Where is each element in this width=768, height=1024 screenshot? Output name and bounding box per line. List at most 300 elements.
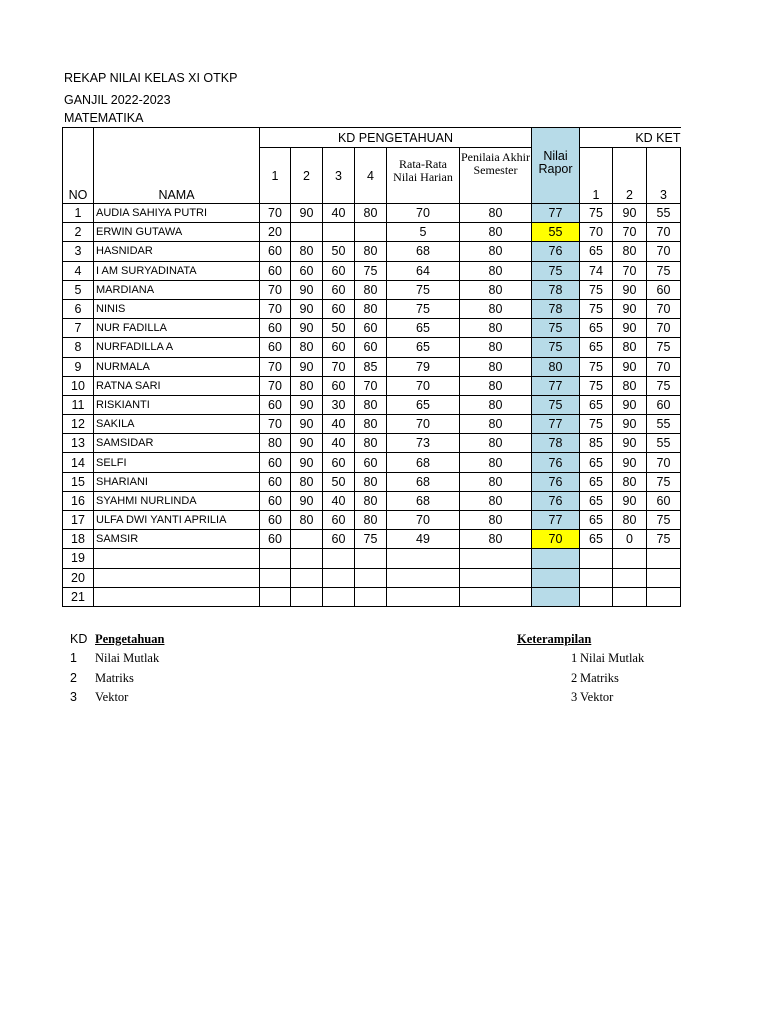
table-row — [63, 395, 681, 414]
ket2-score — [613, 568, 647, 587]
ket2-score: 90 — [613, 434, 647, 453]
grade-table — [62, 127, 681, 607]
kd3-score: 60 — [323, 299, 355, 318]
ket2-score: 90 — [613, 415, 647, 434]
kd2-score: 90 — [291, 280, 323, 299]
kd4-score: 70 — [355, 376, 387, 395]
ket1-score: 75 — [580, 204, 613, 223]
kd1-score: 80 — [260, 434, 291, 453]
legend-item-label: Vektor — [95, 690, 129, 704]
kd3-score: 60 — [323, 530, 355, 549]
ket2-score: 80 — [613, 338, 647, 357]
rata-rata-score — [387, 549, 460, 568]
ket-1-header: 1 — [580, 148, 613, 204]
ket2-score: 70 — [613, 261, 647, 280]
legend-item — [571, 649, 644, 669]
ket2-score: 90 — [613, 204, 647, 223]
pas-score: 80 — [460, 530, 532, 549]
student-name: AUDIA SAHIYA PUTRI — [94, 204, 260, 223]
ket2-score: 90 — [613, 453, 647, 472]
ket2-score: 80 — [613, 511, 647, 530]
kd1-score: 70 — [260, 280, 291, 299]
kd2-score: 80 — [291, 511, 323, 530]
nama-header: NAMA — [94, 128, 260, 204]
kd2-score: 90 — [291, 204, 323, 223]
kd-2-header: 2 — [291, 148, 323, 204]
kd3-score: 60 — [323, 338, 355, 357]
row-no: 7 — [63, 319, 94, 338]
student-name: NUR FADILLA — [94, 319, 260, 338]
kd1-score — [260, 587, 291, 606]
keterampilan-title: Keterampilan — [517, 632, 592, 646]
pas-score: 80 — [460, 242, 532, 261]
pas-score: 80 — [460, 338, 532, 357]
row-no: 2 — [63, 223, 94, 242]
ket3-score: 70 — [647, 357, 681, 376]
kd2-score: 90 — [291, 357, 323, 376]
pas-score: 80 — [460, 376, 532, 395]
ket3-score: 70 — [647, 319, 681, 338]
kd3-score: 60 — [323, 280, 355, 299]
row-no: 17 — [63, 511, 94, 530]
pas-score: 80 — [460, 261, 532, 280]
ket1-score: 65 — [580, 491, 613, 510]
ket2-score: 90 — [613, 491, 647, 510]
nilai-rapor-score — [532, 568, 580, 587]
rata-rata-score: 65 — [387, 319, 460, 338]
ket3-score: 55 — [647, 415, 681, 434]
subject-label: MATEMATIKA — [64, 111, 144, 125]
nilai-rapor-score: 76 — [532, 491, 580, 510]
rata-rata-score: 65 — [387, 395, 460, 414]
ket3-score: 60 — [647, 491, 681, 510]
ket1-score: 85 — [580, 434, 613, 453]
row-no: 16 — [63, 491, 94, 510]
ket1-score: 65 — [580, 472, 613, 491]
ket3-score: 70 — [647, 453, 681, 472]
nilai-rapor-score: 75 — [532, 338, 580, 357]
nilai-rapor-score: 76 — [532, 242, 580, 261]
kd1-score: 60 — [260, 453, 291, 472]
kd3-score: 70 — [323, 357, 355, 376]
ket1-score: 75 — [580, 376, 613, 395]
ket2-score: 80 — [613, 242, 647, 261]
kd1-score: 60 — [260, 261, 291, 280]
kd2-score: 90 — [291, 434, 323, 453]
ket2-score: 90 — [613, 357, 647, 376]
semester-label: GANJIL 2022-2023 — [64, 93, 171, 107]
ket1-score: 65 — [580, 395, 613, 414]
pas-score — [460, 587, 532, 606]
kd1-score: 70 — [260, 357, 291, 376]
row-no: 6 — [63, 299, 94, 318]
legend-item — [70, 649, 159, 669]
kd4-score: 80 — [355, 242, 387, 261]
table-row — [63, 453, 681, 472]
ket1-score — [580, 549, 613, 568]
kd4-score — [355, 549, 387, 568]
kd3-score: 40 — [323, 491, 355, 510]
nilai-rapor-score: 77 — [532, 415, 580, 434]
student-name: NINIS — [94, 299, 260, 318]
student-name: SAMSIDAR — [94, 434, 260, 453]
kd1-score — [260, 549, 291, 568]
pas-score — [460, 549, 532, 568]
pas-score: 80 — [460, 395, 532, 414]
rata-rata-score: 75 — [387, 299, 460, 318]
kd4-score: 80 — [355, 511, 387, 530]
ket3-score: 75 — [647, 376, 681, 395]
kd-label: KD — [70, 632, 88, 646]
student-name — [94, 587, 260, 606]
ket3-score: 55 — [647, 204, 681, 223]
kd3-score: 40 — [323, 415, 355, 434]
penilaian-akhir-header: Penilaia Akhir Semester — [460, 148, 532, 204]
rata-rata-score: 70 — [387, 204, 460, 223]
kd2-score: 90 — [291, 453, 323, 472]
ket1-score — [580, 568, 613, 587]
kd4-score: 85 — [355, 357, 387, 376]
ket3-score: 70 — [647, 242, 681, 261]
kd1-score: 60 — [260, 242, 291, 261]
rata-rata-score: 73 — [387, 434, 460, 453]
kd4-score: 80 — [355, 434, 387, 453]
pengetahuan-list — [70, 649, 159, 708]
ket1-score: 65 — [580, 511, 613, 530]
kd2-score: 90 — [291, 319, 323, 338]
kd3-score — [323, 587, 355, 606]
table-row — [63, 472, 681, 491]
table-row — [63, 242, 681, 261]
row-no: 5 — [63, 280, 94, 299]
nilai-rapor-header: Nilai Rapor — [532, 128, 580, 204]
ket1-score: 70 — [580, 223, 613, 242]
row-no: 20 — [63, 568, 94, 587]
ket3-score — [647, 549, 681, 568]
pas-score: 80 — [460, 472, 532, 491]
table-row — [63, 511, 681, 530]
pas-score: 80 — [460, 453, 532, 472]
student-name: RATNA SARI — [94, 376, 260, 395]
table-row — [63, 338, 681, 357]
kd3-score: 60 — [323, 261, 355, 280]
ket3-score: 60 — [647, 395, 681, 414]
kd1-score: 70 — [260, 415, 291, 434]
row-no: 21 — [63, 587, 94, 606]
legend-item-label: Vektor — [580, 690, 614, 704]
kd3-score — [323, 568, 355, 587]
row-no: 18 — [63, 530, 94, 549]
student-name: ULFA DWI YANTI APRILIA — [94, 511, 260, 530]
legend-item-number: 1 — [70, 651, 77, 665]
legend-item-label: Nilai Mutlak — [95, 651, 160, 665]
rata-rata-score: 49 — [387, 530, 460, 549]
ket3-score: 75 — [647, 472, 681, 491]
legend-item-number: 2 — [571, 670, 578, 685]
kd2-score — [291, 530, 323, 549]
row-no: 10 — [63, 376, 94, 395]
ket1-score: 65 — [580, 319, 613, 338]
student-name: NURMALA — [94, 357, 260, 376]
kd3-score: 60 — [323, 376, 355, 395]
ket3-score: 60 — [647, 280, 681, 299]
ket3-score: 75 — [647, 261, 681, 280]
rata-rata-score: 68 — [387, 491, 460, 510]
kd-3-header: 3 — [323, 148, 355, 204]
nilai-rapor-score: 77 — [532, 204, 580, 223]
ket3-score: 75 — [647, 530, 681, 549]
kd4-score: 80 — [355, 415, 387, 434]
kd4-score: 75 — [355, 261, 387, 280]
row-no: 9 — [63, 357, 94, 376]
ket2-score: 90 — [613, 280, 647, 299]
row-no: 3 — [63, 242, 94, 261]
kd4-score: 80 — [355, 280, 387, 299]
table-row — [63, 491, 681, 510]
nilai-rapor-score: 70 — [532, 530, 580, 549]
nilai-rapor-score — [532, 549, 580, 568]
ket2-score — [613, 549, 647, 568]
table-row — [63, 549, 681, 568]
table-row — [63, 530, 681, 549]
legend-item — [70, 669, 159, 689]
nilai-rapor-score: 75 — [532, 319, 580, 338]
kd2-score: 80 — [291, 338, 323, 357]
ket1-score: 75 — [580, 299, 613, 318]
kd3-score — [323, 549, 355, 568]
ket1-score: 75 — [580, 357, 613, 376]
nilai-rapor-score: 77 — [532, 511, 580, 530]
table-row — [63, 204, 681, 223]
legend-item-number: 2 — [70, 670, 77, 685]
kd2-score — [291, 587, 323, 606]
kd1-score: 70 — [260, 299, 291, 318]
ket3-score: 55 — [647, 434, 681, 453]
pas-score — [460, 568, 532, 587]
ket2-score: 90 — [613, 299, 647, 318]
pas-score: 80 — [460, 415, 532, 434]
ket1-score: 65 — [580, 242, 613, 261]
kd1-score: 60 — [260, 338, 291, 357]
table-row — [63, 434, 681, 453]
nilai-rapor-score: 55 — [532, 223, 580, 242]
kd4-score — [355, 568, 387, 587]
ket1-score: 75 — [580, 280, 613, 299]
table-row — [63, 223, 681, 242]
kd-1-header: 1 — [260, 148, 291, 204]
student-name: NURFADILLA A — [94, 338, 260, 357]
kd4-score: 80 — [355, 299, 387, 318]
kd4-score: 60 — [355, 338, 387, 357]
kd4-score: 60 — [355, 319, 387, 338]
rata-rata-score: 79 — [387, 357, 460, 376]
kd3-score: 40 — [323, 204, 355, 223]
kd1-score: 60 — [260, 491, 291, 510]
pas-score: 80 — [460, 357, 532, 376]
kd3-score — [323, 223, 355, 242]
kd2-score: 80 — [291, 376, 323, 395]
ket3-score — [647, 587, 681, 606]
kd2-score — [291, 549, 323, 568]
row-no: 11 — [63, 395, 94, 414]
report-title: REKAP NILAI KELAS XI OTKP — [64, 71, 238, 85]
kd3-score: 60 — [323, 453, 355, 472]
legend-item-label: Matriks — [95, 670, 134, 685]
pengetahuan-title: Pengetahuan — [95, 632, 165, 646]
table-row — [63, 357, 681, 376]
kd4-score: 80 — [355, 395, 387, 414]
rata-rata-score: 75 — [387, 280, 460, 299]
pas-score: 80 — [460, 204, 532, 223]
kd4-score: 80 — [355, 491, 387, 510]
student-name: RISKIANTI — [94, 395, 260, 414]
table-row — [63, 319, 681, 338]
kd4-score — [355, 223, 387, 242]
legend-item-number: 3 — [571, 690, 578, 704]
legend-item — [571, 688, 644, 708]
table-row — [63, 415, 681, 434]
ket1-score: 65 — [580, 453, 613, 472]
legend-item-number: 1 — [571, 651, 578, 665]
student-name — [94, 549, 260, 568]
nilai-rapor-score: 76 — [532, 453, 580, 472]
nilai-rapor-score: 80 — [532, 357, 580, 376]
no-header: NO — [63, 128, 94, 204]
student-name: ERWIN GUTAWA — [94, 223, 260, 242]
rata-rata-score — [387, 568, 460, 587]
rata-rata-score: 70 — [387, 415, 460, 434]
rata-rata-score: 5 — [387, 223, 460, 242]
nilai-rapor-score: 78 — [532, 299, 580, 318]
nilai-rapor-score: 75 — [532, 261, 580, 280]
pas-score: 80 — [460, 434, 532, 453]
legend-item-label: Matriks — [580, 670, 619, 685]
ket1-score: 75 — [580, 415, 613, 434]
kd1-score: 60 — [260, 530, 291, 549]
ket3-score: 75 — [647, 338, 681, 357]
ket3-score: 70 — [647, 299, 681, 318]
rata-rata-score — [387, 587, 460, 606]
ket2-score — [613, 587, 647, 606]
pas-score: 80 — [460, 299, 532, 318]
row-no: 4 — [63, 261, 94, 280]
row-no: 15 — [63, 472, 94, 491]
ket2-score: 80 — [613, 472, 647, 491]
rata-rata-score: 70 — [387, 376, 460, 395]
kd4-score: 80 — [355, 204, 387, 223]
table-row — [63, 299, 681, 318]
kd1-score: 60 — [260, 511, 291, 530]
kd1-score: 60 — [260, 319, 291, 338]
rata-rata-score: 68 — [387, 242, 460, 261]
kd3-score: 60 — [323, 511, 355, 530]
table-row — [63, 376, 681, 395]
kd2-score: 80 — [291, 242, 323, 261]
nilai-rapor-score: 75 — [532, 395, 580, 414]
student-name: I AM SURYADINATA — [94, 261, 260, 280]
nilai-rapor-score — [532, 587, 580, 606]
student-name: SAKILA — [94, 415, 260, 434]
table-row — [63, 280, 681, 299]
kd2-score — [291, 568, 323, 587]
ket2-score: 0 — [613, 530, 647, 549]
ket2-score: 90 — [613, 395, 647, 414]
student-name: MARDIANA — [94, 280, 260, 299]
kd-keterampilan-header: KD KET — [580, 128, 681, 148]
ket-3-header: 3 — [647, 148, 681, 204]
kd2-score — [291, 223, 323, 242]
kd2-score: 90 — [291, 491, 323, 510]
grade-rows — [63, 204, 681, 607]
row-no: 1 — [63, 204, 94, 223]
row-no: 19 — [63, 549, 94, 568]
nilai-rapor-score: 78 — [532, 280, 580, 299]
table-row — [63, 587, 681, 606]
ket3-score: 75 — [647, 511, 681, 530]
kd2-score: 90 — [291, 415, 323, 434]
ket2-score: 80 — [613, 376, 647, 395]
ket1-score: 65 — [580, 338, 613, 357]
row-no: 12 — [63, 415, 94, 434]
pas-score: 80 — [460, 491, 532, 510]
kd1-score: 60 — [260, 472, 291, 491]
kd3-score: 30 — [323, 395, 355, 414]
kd4-score: 80 — [355, 472, 387, 491]
rata-rata-score: 70 — [387, 511, 460, 530]
student-name: SAMSIR — [94, 530, 260, 549]
kd4-score: 60 — [355, 453, 387, 472]
student-name: SYAHMI NURLINDA — [94, 491, 260, 510]
row-no: 13 — [63, 434, 94, 453]
student-name — [94, 568, 260, 587]
keterampilan-list — [571, 649, 644, 708]
kd3-score: 50 — [323, 472, 355, 491]
kd3-score: 40 — [323, 434, 355, 453]
legend-item-number: 3 — [70, 690, 77, 704]
kd2-score: 80 — [291, 472, 323, 491]
kd1-score: 70 — [260, 204, 291, 223]
kd2-score: 90 — [291, 395, 323, 414]
rata-rata-header: Rata-Rata Nilai Harian — [387, 148, 460, 204]
row-no: 8 — [63, 338, 94, 357]
nilai-rapor-score: 76 — [532, 472, 580, 491]
kd2-score: 60 — [291, 261, 323, 280]
row-no: 14 — [63, 453, 94, 472]
ket2-score: 70 — [613, 223, 647, 242]
kd1-score: 20 — [260, 223, 291, 242]
ket3-score: 70 — [647, 223, 681, 242]
nilai-rapor-score: 77 — [532, 376, 580, 395]
ket1-score — [580, 587, 613, 606]
rata-rata-score: 68 — [387, 472, 460, 491]
kd4-score — [355, 587, 387, 606]
ket-2-header: 2 — [613, 148, 647, 204]
ket3-score — [647, 568, 681, 587]
kd1-score: 70 — [260, 376, 291, 395]
ket1-score: 65 — [580, 530, 613, 549]
legend-item — [70, 688, 159, 708]
table-row — [63, 568, 681, 587]
rata-rata-score: 68 — [387, 453, 460, 472]
kd1-score: 60 — [260, 395, 291, 414]
kd-4-header: 4 — [355, 148, 387, 204]
pas-score: 80 — [460, 280, 532, 299]
kd3-score: 50 — [323, 319, 355, 338]
rata-rata-score: 65 — [387, 338, 460, 357]
rata-rata-score: 64 — [387, 261, 460, 280]
ket2-score: 90 — [613, 319, 647, 338]
pas-score: 80 — [460, 223, 532, 242]
